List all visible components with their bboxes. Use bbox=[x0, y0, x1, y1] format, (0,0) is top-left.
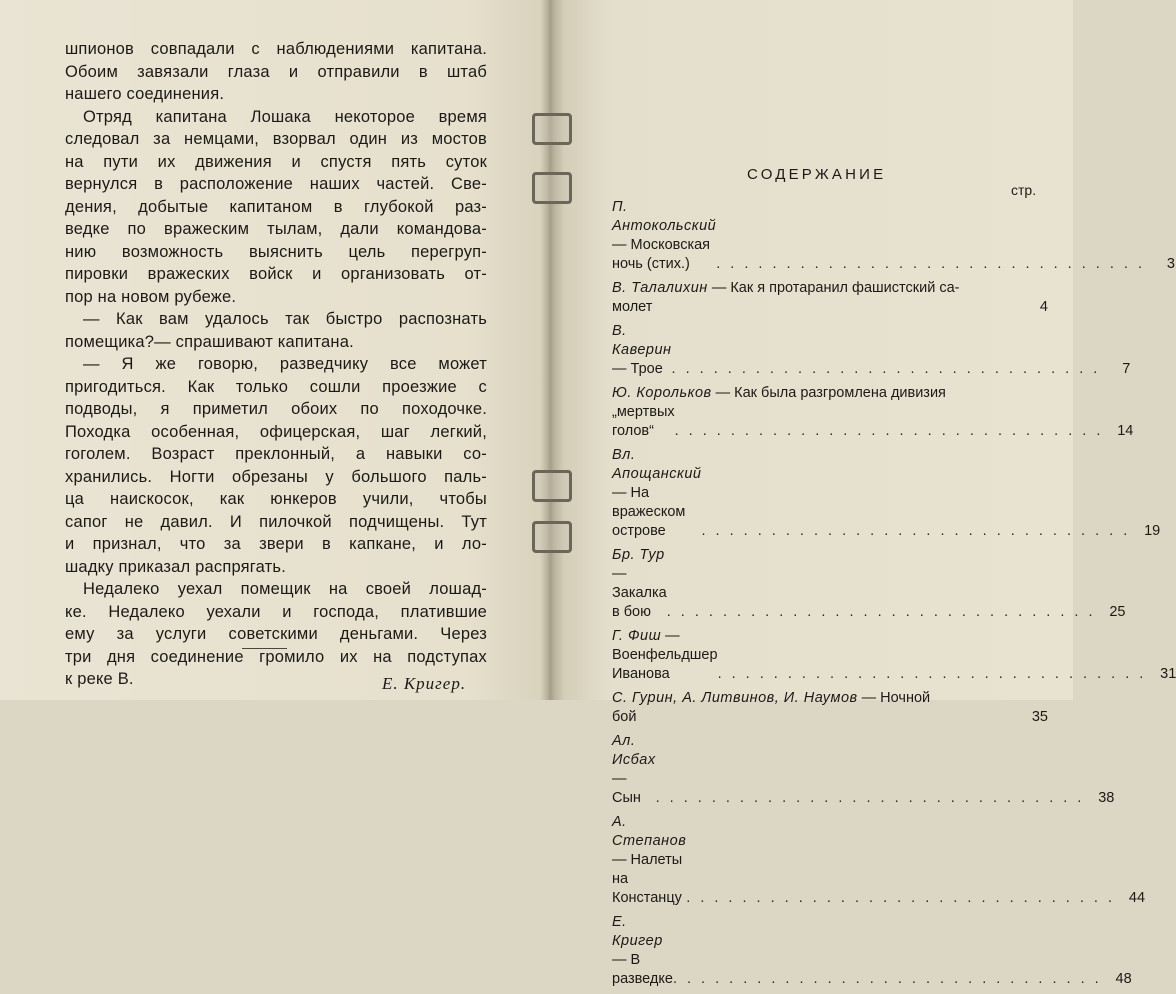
toc-leader-dots: . . . . . . . . . . . . . . . . . . . . . . . . . . . . . . . bbox=[674, 423, 1104, 439]
toc-work-title: — В разведке bbox=[612, 952, 673, 987]
toc-entry[interactable] bbox=[612, 689, 1048, 727]
toc-work-title: — Военфельдшер Иванова bbox=[612, 628, 718, 682]
toc-entry[interactable] bbox=[612, 627, 1176, 684]
left-page-body-text bbox=[65, 38, 487, 691]
toc-leader-dots: . . . . . . . . . . . . . . . . . . . . . . . . . . . . . . . bbox=[672, 971, 1102, 987]
binding-staple bbox=[532, 470, 572, 502]
text-line: три дня соединение громило их на подступах bbox=[65, 647, 487, 666]
toc-work-title: — Московская ночь (стих.) bbox=[612, 237, 711, 272]
toc-page-number: 31 bbox=[1160, 666, 1176, 682]
toc-leader-dots: . . . . . . . . . . . . . . . . . . . . . . . . . . . . . . . bbox=[686, 890, 1116, 906]
binding-staple bbox=[532, 113, 572, 145]
toc-page-number: 4 bbox=[1039, 299, 1048, 315]
text-line: Отряд капитана Лошака некоторое время bbox=[83, 107, 487, 126]
text-line: сапог не давил. И пилочкой подчищены. Тут bbox=[65, 512, 487, 531]
toc-page-number: 44 bbox=[1128, 890, 1146, 906]
toc-page-number: 14 bbox=[1117, 423, 1134, 439]
text-line: ца наискосок, как юнкеров учили, чтобы bbox=[65, 490, 487, 508]
text-line: пировки вражеских войск и организовать от- bbox=[65, 265, 487, 283]
text-line: вернулся в расположение наших частей. Све- bbox=[65, 175, 487, 193]
toc-entry[interactable] bbox=[612, 546, 1126, 622]
text-line: на пути их движения и спустя пять суток bbox=[65, 152, 487, 171]
toc-author: П. Антокольский bbox=[612, 199, 717, 234]
text-line: нию возможность выяснить цель перегруп- bbox=[65, 242, 487, 261]
author-signature: Е. Кригер. bbox=[382, 674, 467, 693]
toc-author: В. Талалихин bbox=[612, 280, 708, 296]
toc-leader-dots: . . . . . . . . . . . . . . . . . . . . . . . . . . . . . . . bbox=[716, 256, 1145, 272]
text-line: к реке В. bbox=[65, 670, 134, 688]
toc-entry[interactable] bbox=[612, 384, 1134, 441]
text-line: пор на новом рубеже. bbox=[65, 287, 237, 306]
toc-entry[interactable] bbox=[612, 446, 1161, 541]
toc-page-number: 3 bbox=[1166, 256, 1175, 272]
toc-author: Бр. Тур bbox=[612, 547, 665, 563]
binding-staple bbox=[532, 172, 572, 204]
toc-page-number: 25 bbox=[1109, 604, 1126, 620]
text-line: ведке по вражеским тылам, дали командова- bbox=[65, 220, 487, 238]
toc-work-title: — Сын bbox=[612, 771, 641, 806]
toc-author: Вл. Апощанский bbox=[612, 447, 702, 482]
toc-work-title: — Как я протаранил фашистский са- bbox=[711, 280, 960, 296]
toc-entry[interactable] bbox=[612, 198, 1175, 274]
toc-entry[interactable] bbox=[612, 913, 1132, 989]
toc-author: Ю. Корольков bbox=[612, 385, 712, 401]
binding-staple bbox=[532, 521, 572, 553]
toc-author: С. Гурин, А. Литвинов, И. Наумов bbox=[612, 690, 858, 706]
text-line: помещика?— спрашивают капитана. bbox=[65, 332, 354, 351]
toc-work-title: — Трое bbox=[612, 361, 663, 377]
text-line: хранились. Ногти обрезаны у большого паль- bbox=[65, 467, 487, 486]
end-divider bbox=[242, 648, 287, 649]
toc-entry[interactable] bbox=[612, 322, 1131, 379]
toc-work-title: — Как была разгромлена дивизия bbox=[715, 385, 946, 401]
toc-author: В. Каверин bbox=[612, 323, 672, 358]
text-line: шпионов совпадали с наблюдениями капитана. bbox=[65, 40, 487, 58]
text-line: — Как вам удалось так быстро распознать bbox=[83, 310, 487, 328]
toc-work-title-continued: „мертвых голов“ bbox=[612, 404, 675, 439]
toc-page-number: 7 bbox=[1122, 361, 1131, 377]
toc-leader-dots: . . . . . . . . . . . . . . . . . . . . . . . . . . . . . . . bbox=[701, 523, 1131, 539]
text-line: ему за услуги советскими деньгами. Через bbox=[65, 625, 487, 643]
book-gutter bbox=[540, 0, 564, 700]
toc-title: СОДЕРЖАНИЕ bbox=[747, 166, 887, 183]
toc-leader-dots: . . . . . . . . . . . . . . . . . . . . . . . . . . . . . . . bbox=[717, 666, 1147, 682]
text-line: Походка особенная, офицерская, шаг легкий, bbox=[65, 422, 487, 441]
toc-work-title: — Ночной bbox=[861, 690, 931, 706]
toc-author: Е. Кригер bbox=[612, 914, 663, 949]
text-line: Обоим завязали глаза и отправили в штаб bbox=[65, 62, 487, 81]
text-line: подводы, я приметил обоих по походочке. bbox=[65, 400, 487, 418]
text-line: и признал, что за звери в капкане, и ло- bbox=[65, 535, 487, 553]
toc-page-column-header: стр. bbox=[1011, 182, 1037, 198]
toc-work-title: — Налеты на Констанцу bbox=[612, 852, 683, 906]
toc-entry[interactable] bbox=[612, 279, 1048, 317]
toc-page-number: 35 bbox=[1031, 709, 1048, 725]
toc-leader-dots: . . . . . . . . . . . . . . . . . . . . . . . . . . . . . . . bbox=[655, 790, 1085, 806]
table-of-contents bbox=[612, 198, 1176, 994]
text-line: шадку приказал распрягать. bbox=[65, 557, 287, 576]
toc-page-number: 19 bbox=[1144, 523, 1161, 539]
toc-work-title: — Закалка в бою bbox=[612, 566, 667, 620]
toc-author: Г. Фиш bbox=[612, 628, 662, 644]
text-line: гоголем. Возраст преклонный, а навыки со- bbox=[65, 445, 487, 463]
toc-entry[interactable] bbox=[612, 813, 1146, 908]
toc-leader-dots: . . . . . . . . . . . . . . . . . . . . . . . . . . . . . . . bbox=[671, 361, 1101, 377]
toc-author: А. Степанов bbox=[612, 814, 687, 849]
toc-work-title-continued: бой bbox=[612, 709, 637, 725]
text-line: Недалеко уехал помещик на своей лошад- bbox=[83, 580, 487, 598]
text-line: нашего соединения. bbox=[65, 85, 225, 103]
toc-work-title: — На вражеском острове bbox=[612, 485, 686, 539]
toc-entry[interactable] bbox=[612, 732, 1115, 808]
text-line: ке. Недалеко уехали и господа, платившие bbox=[65, 602, 487, 621]
text-line: — Я же говорю, разведчику все может bbox=[83, 355, 487, 373]
toc-page-number: 38 bbox=[1098, 790, 1115, 806]
text-line: следовал за немцами, взорвал один из мостов bbox=[65, 130, 487, 148]
toc-leader-dots: . . . . . . . . . . . . . . . . . . . . . . . . . . . . . . . bbox=[666, 604, 1096, 620]
toc-page-number: 48 bbox=[1115, 971, 1132, 987]
text-line: пригодиться. Как только сошли проезжие с bbox=[65, 377, 487, 396]
toc-author: Ал. Исбах bbox=[612, 733, 656, 768]
text-line: дения, добытые капитаном в глубокой раз- bbox=[65, 197, 487, 216]
toc-work-title-continued: молет bbox=[612, 299, 653, 315]
